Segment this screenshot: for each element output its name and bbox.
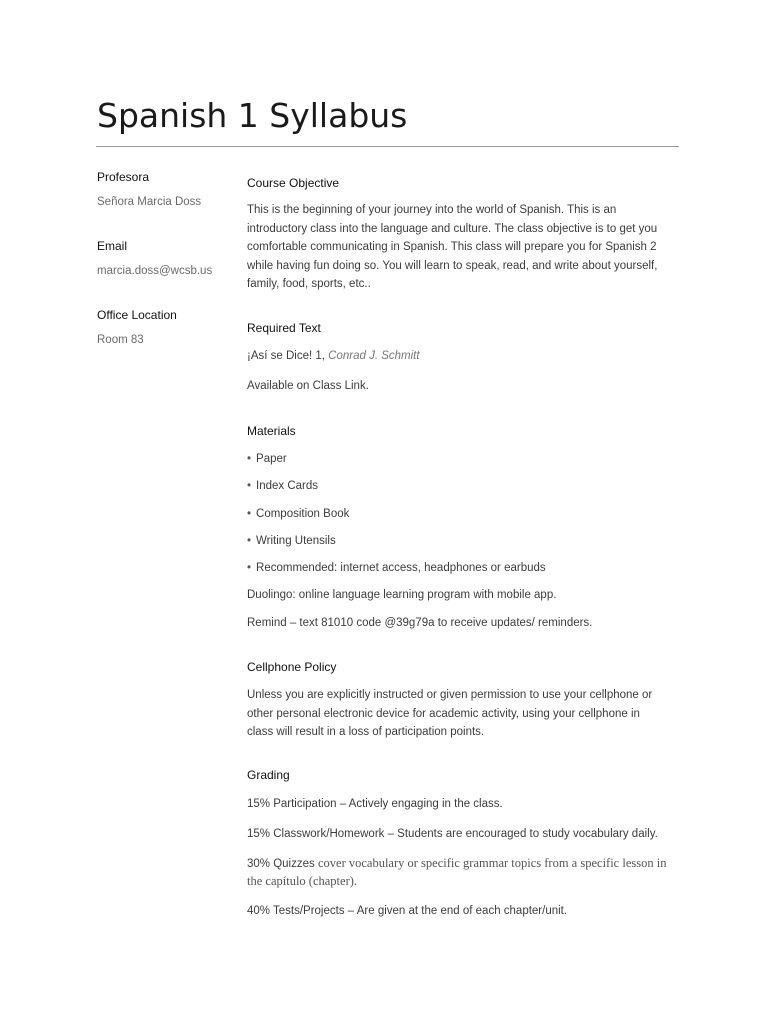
email-value[interactable]: marcia.doss@wcsb.us <box>97 265 213 277</box>
grading-quizzes-text: cover vocabulary or specific grammar topics from a specific lesson in <box>317 856 667 870</box>
required-text-book <box>247 347 420 366</box>
course-objective-heading: Course Objective <box>247 176 340 190</box>
materials-duolingo: Duolingo: online language learning program with mobile app. <box>247 589 557 601</box>
course-objective-line: comfortable communicating in Spanish. This class will prepare you for Spanish 2 <box>247 241 657 253</box>
book-author: Conrad J. Schmitt <box>328 350 420 362</box>
required-text-availability: Available on Class Link. <box>247 380 369 392</box>
professor-label: Profesora <box>97 170 150 184</box>
grading-classwork: 15% Classwork/Homework – Students are encouraged to study vocabulary daily. <box>247 828 658 840</box>
materials-item: • Writing Utensils <box>247 532 336 551</box>
grading-quizzes-text-cont: the capítulo (chapter). <box>247 874 358 888</box>
book-title: ¡Así se Dice! 1, <box>247 350 325 362</box>
materials-remind: Remind – text 81010 code @39g79a to receive updates/ reminders. <box>247 617 593 629</box>
office-location-value: Room 83 <box>97 334 144 346</box>
cellphone-policy-line: other personal electronic device for academic activity, using your cellphone in <box>247 707 640 720</box>
main-content <box>247 0 687 1024</box>
grading-participation: 15% Participation – Actively engaging in the class. <box>247 798 503 810</box>
required-text-heading: Required Text <box>247 321 321 335</box>
grading-quizzes-label: 30% Quizzes <box>247 858 315 870</box>
cellphone-policy-line: class will result in a loss of participation points. <box>247 726 485 738</box>
materials-item: • Index Cards <box>247 477 318 496</box>
office-location-label: Office Location <box>97 308 177 322</box>
cellphone-policy-line: Unless you are explicitly instructed or given permission to use your cellphone or <box>247 689 653 701</box>
materials-item: • Composition Book <box>247 505 349 524</box>
grading-tests: 40% Tests/Projects – Are given at the end of each chapter/unit. <box>247 905 568 917</box>
professor-name: Señora Marcia Doss <box>97 196 202 208</box>
materials-item: • Recommended: internet access, headphones or earbuds <box>247 559 546 578</box>
course-objective-line: family, food, sports, etc.. <box>247 278 371 290</box>
materials-heading: Materials <box>247 424 296 438</box>
course-objective-line: introductory class into the language and culture. The class objective is to get you <box>247 222 658 235</box>
course-objective-line: while having fun doing so. You will learn to speak, read, and write about yourself, <box>247 259 658 272</box>
email-label: Email <box>97 239 128 253</box>
grading-heading: Grading <box>247 768 290 782</box>
materials-item: • Paper <box>247 450 287 469</box>
page-title: Spanish 1 Syllabus <box>97 96 408 135</box>
cellphone-policy-heading: Cellphone Policy <box>247 660 337 674</box>
course-objective-line: This is the beginning of your journey into the world of Spanish. This is an <box>247 204 617 216</box>
grading-quizzes <box>247 854 666 874</box>
